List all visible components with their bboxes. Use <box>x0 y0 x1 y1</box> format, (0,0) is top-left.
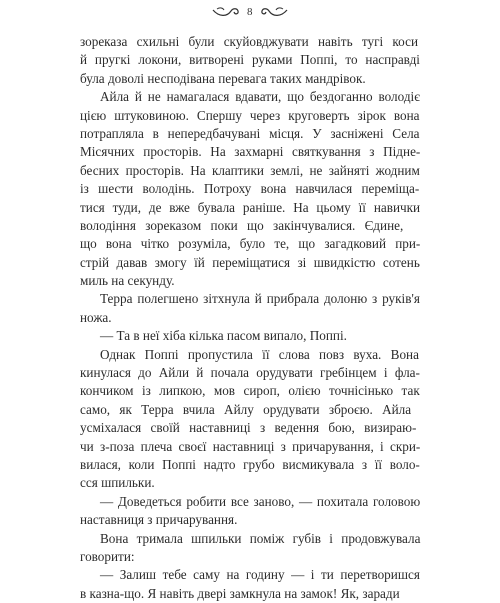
text-line: що вона чітко розуміла, було те, що загадковий при- <box>80 236 421 252</box>
text-line: потрапляла в непередбачувані місця. У засніжені Села <box>80 125 420 141</box>
left-flourish-ornament <box>211 5 241 19</box>
text-line: Вона тримала шпильки поміж губів і продовжувала <box>100 530 421 546</box>
text-line: — Доведеться робити все заново, — похитала головою <box>100 493 421 509</box>
text-line: цією штуковиною. Спершу через круговерть зірок вона <box>80 107 420 123</box>
text-line: тися туди, де вже бувала раніше. На цьому її навички <box>80 199 421 215</box>
text-line: Місячних просторів. На захмарні святкування з Підне- <box>80 144 421 160</box>
text-line: — Залиш тебе саму на годину — і ти перетворишся <box>100 567 420 583</box>
text-line: наставниця з причарування. <box>80 512 238 528</box>
text-line: — Та в неї хіба кілька пасом випало, Поппі. <box>100 328 347 344</box>
text-line: Айла й не намагалася вдавати, що бездоганно володіє <box>100 89 420 105</box>
text-line: бесних просторів. На клаптики землі, не зайняті жодним <box>80 162 420 178</box>
text-line: зореказа схильні були скуйовджувати навіть тугі коси <box>80 34 419 49</box>
text-line: сся шпильки. <box>80 475 155 491</box>
text-line: миль на секунду. <box>80 273 175 289</box>
text-line: кончиком із липкою, мов сироп, олією точнісінько так <box>80 383 420 399</box>
text-line: само, як Терра вчила Айлу орудувати зброєю. Айла <box>80 401 412 417</box>
text-line: усміхалася своїй наставниці з ведення бою, визираю- <box>80 420 417 436</box>
text-line: стрій давав змогу їй переміщатися зі швидкістю сотень <box>80 254 420 270</box>
text-line: й пругкі локони, витворені руками Поппі, то насправді <box>80 52 420 68</box>
text-line: Терра полегшено зітхнула й прибрала долоню з руків'я <box>100 291 420 307</box>
text-line: була доволі несподівана перевага таких мандрівок. <box>80 70 366 86</box>
text-line: володіння зореказом поки що закінчувалися. Єдине, <box>80 217 404 233</box>
right-flourish-ornament <box>259 5 289 19</box>
page-number: 8 <box>247 6 253 18</box>
text-line: в казна-що. Я навіть двері замкнула на замок! Як, заради <box>80 585 400 601</box>
page-header <box>0 0 500 24</box>
text-line: із шести володінь. Потроху вона навчилася переміща- <box>80 181 420 197</box>
text-line: говорити: <box>80 548 135 564</box>
text-line: чи з-поза плеча своєї наставниці з причарування, і скри- <box>80 438 421 454</box>
text-line: Однак Поппі пропустила її слова повз вуха. Вона <box>100 346 419 362</box>
text-line: кинулася до Айли й почала орудувати гребінцем і фла- <box>80 365 420 381</box>
text-line: вилася, коли Поппі надто грубо висмикувала з її воло- <box>80 456 420 472</box>
text-line: ножа. <box>80 309 112 325</box>
body-text <box>80 33 420 603</box>
